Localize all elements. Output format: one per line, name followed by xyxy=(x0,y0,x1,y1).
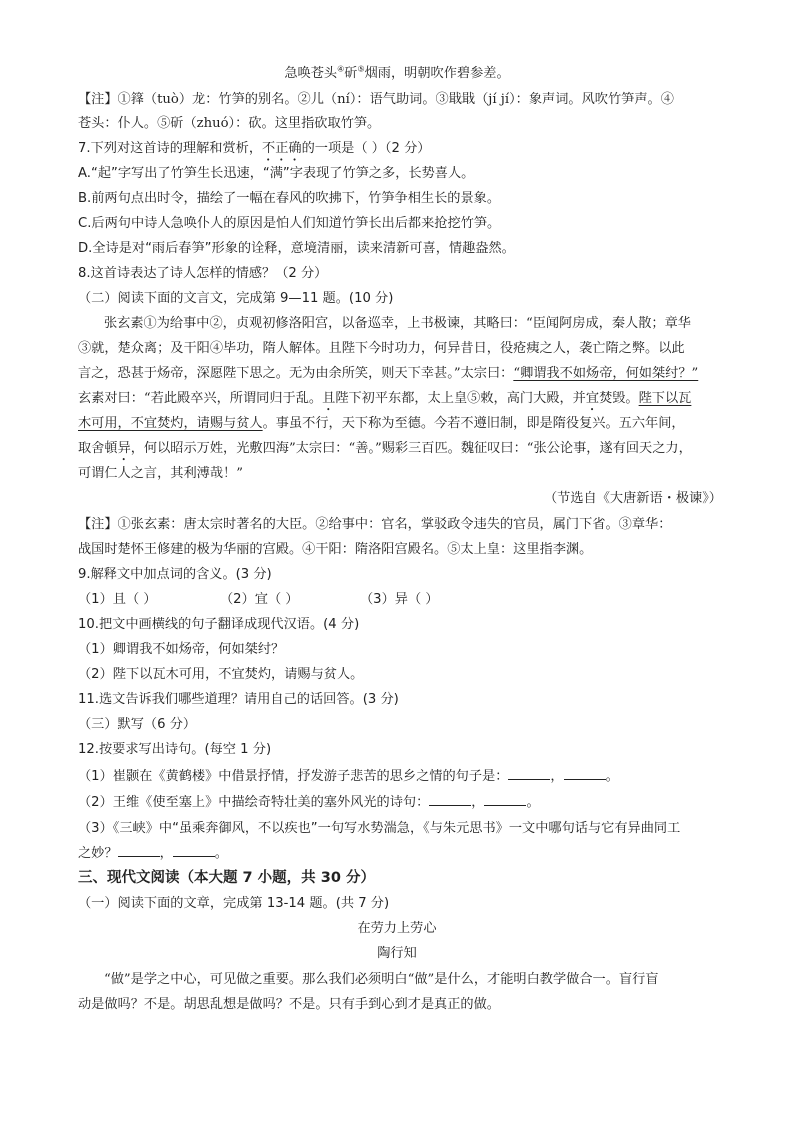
passage-line-5 xyxy=(78,411,685,436)
punctuation: 。 xyxy=(214,846,228,861)
passage-text: 言之，恐甚于炀帝，深愿陛下思之。无为由余所笑，则天下幸甚。”太宗曰： xyxy=(78,366,514,381)
poem-note-line-2: 苍头：仆人。⑤斫（zhuó）：砍。这里指砍取竹笋。 xyxy=(78,116,381,131)
underlined-sentence-2-cont: 木可用，不宜焚灼，请赐与贫人 xyxy=(78,416,263,431)
passage-text: 玄素对曰：“若此殿卒兴，所谓同归于乱。 xyxy=(78,391,323,406)
underlined-sentence-1: “卿谓我不如炀帝，何如桀纣？” xyxy=(513,366,699,381)
q10-sentence-2: （2）陛下以瓦木可用，不宜焚灼，请赐与贫人。 xyxy=(78,667,364,682)
q12-item-1 xyxy=(78,764,619,789)
article-title: 在劳力上劳心 xyxy=(357,921,437,936)
punctuation: 。 xyxy=(526,795,540,810)
punctuation: ， xyxy=(471,795,485,810)
question-11: 11.选文告诉我们哪些道理？请用自己的话回答。(3 分) xyxy=(78,692,399,707)
part-3-subheading: （一）阅读下面的文章，完成第 13-14 题。(共 7 分) xyxy=(78,896,390,911)
q7-option-d: D.全诗是对“雨后春笋”形象的诠释，意境清丽，读来清新可喜，情趣盎然。 xyxy=(78,241,515,256)
passage-line-2: ③就，楚众离；及干阳④毕功，隋人解体。且陛下今时功力，何异昔日，役疮痍之人，袭亡隋之弊。以此 xyxy=(78,341,685,356)
underlined-sentence-2: 陛下以瓦 xyxy=(638,391,692,406)
question-9-stem: 9.解释文中加点词的含义。(3 分) xyxy=(78,567,272,582)
q12-item-text: （2）王维《使至塞上》中描绘奇特壮美的塞外风光的诗句： xyxy=(78,795,430,810)
answer-blank[interactable] xyxy=(118,842,160,857)
poem-text: 烟雨，明朝吹作碧参差。 xyxy=(364,66,510,81)
article-paragraph-line-2: 动是做吗？不是。胡思乱想是做吗？不是。只有手到心到才是真正的做。 xyxy=(78,997,500,1012)
q7-emphasis: 不正确 xyxy=(262,141,302,156)
passage-text: 陛下初平东都，太上皇⑤敕，高门大殿，并 xyxy=(335,391,586,406)
passage-text: 。事虽不行，天下称为至德。今若不遵旧制，即是隋役复兴。五六年间， xyxy=(262,416,685,431)
q12-item-text: （1）崔颢在《黄鹤楼》中借景抒情，抒发游子悲苦的思乡之情的句子是： xyxy=(78,769,509,784)
part-3-heading: 三、现代文阅读（本大题 7 小题，共 30 分） xyxy=(78,870,375,886)
question-10-stem: 10.把文中画横线的句子翻译成现代汉语。(4 分) xyxy=(78,617,360,632)
q9-item-3: （3）异（ ） xyxy=(360,592,439,607)
q9-item-2: （2）宜（ ） xyxy=(220,592,299,607)
poem-last-line xyxy=(0,61,794,86)
article-paragraph-line-1: “做”是学之中心，可见做之重要。那么我们必须明白“做”是什么，才能明白教学做合一。盲行盲 xyxy=(104,972,659,987)
answer-blank[interactable] xyxy=(484,791,526,806)
dotted-word-yi: 宜 xyxy=(585,391,600,406)
poem-note-line-1: 【注】①箨（tuò）龙：竹笋的别名。②儿（ní）：语气助词。③戢戢（jí jí）：象声词。风吹竹笋声。④ xyxy=(78,92,674,107)
passage-text: 焚毁。 xyxy=(599,391,639,406)
punctuation: 。 xyxy=(605,769,619,784)
answer-blank[interactable] xyxy=(564,765,606,780)
q7-stem-text: 7.下列对这首诗的理解和赏析， xyxy=(78,141,263,156)
poem-text: 急唤苍头 xyxy=(284,66,338,81)
q7-option-a: A.“起”字写出了竹笋生长迅速，“满”字表现了竹笋之多，长势喜人。 xyxy=(78,166,475,181)
answer-blank[interactable] xyxy=(429,791,471,806)
passage-text: ，何以昭示万姓，光敷四海”太宗曰：“善。”赐彩三百匹。魏征叹曰：“张公论事，遂有回天之力， xyxy=(130,441,692,456)
q7-stem-text: 的一项是（ ）（2 分） xyxy=(301,141,431,156)
section-2-heading: （二）阅读下面的文言文，完成第 9—11 题。(10 分) xyxy=(78,291,394,306)
dotted-word-yi-diff: 异 xyxy=(117,441,131,456)
passage-note-line-2: 战国时楚怀王修建的极为华丽的宫殿。④干阳：隋洛阳宫殿名。⑤太上皇：这里指李渊。 xyxy=(78,542,593,557)
passage-note-line-1: 【注】①张玄素：唐太宗时著名的大臣。②给事中：官名，掌驳政令违失的官员，属门下省。③章华： xyxy=(78,517,672,532)
passage-line-6 xyxy=(78,436,692,464)
question-12-stem: 12.按要求写出诗句。(每空 1 分) xyxy=(78,742,272,757)
q12-item-2 xyxy=(78,790,540,815)
note-marker: ④ xyxy=(337,64,345,74)
question-8: 8.这首诗表达了诗人怎样的情感？（2 分） xyxy=(78,266,328,281)
poem-text: 斫 xyxy=(344,66,358,81)
q12-item-text: 之妙？ xyxy=(78,846,118,861)
passage-line-3 xyxy=(78,361,698,386)
answer-blank[interactable] xyxy=(508,765,550,780)
note-marker: ⑤ xyxy=(357,64,365,74)
answer-blank[interactable] xyxy=(173,842,215,857)
passage-line-4 xyxy=(78,386,691,414)
q12-item-3: （3）《三峡》中“虽乘奔御风，不以疾也”一句写水势湍急，《与朱元思书》一文中哪句话与它有异曲同工 xyxy=(78,821,681,836)
passage-source: （节选自《大唐新语・极谏》） xyxy=(543,491,722,506)
q12-item-3-cont xyxy=(78,841,228,866)
passage-text: 取舍頓 xyxy=(78,441,118,456)
section-3-heading: （三）默写（6 分） xyxy=(78,717,197,732)
q10-sentence-1: （1）卿谓我不如炀帝，何如桀纣？ xyxy=(78,642,285,657)
punctuation: ， xyxy=(159,846,173,861)
dotted-word-qie: 且 xyxy=(322,391,336,406)
passage-line-7: 可谓仁人之言，其利溥哉！” xyxy=(78,466,243,481)
punctuation: ， xyxy=(550,769,564,784)
q7-option-b: B.前两句点出时令，描绘了一幅在春风的吹拂下，竹笋争相生长的景象。 xyxy=(78,191,501,206)
q7-option-c: C.后两句中诗人急唤仆人的原因是怕人们知道竹笋长出后都来抢挖竹笋。 xyxy=(78,216,501,231)
article-author: 陶行知 xyxy=(377,946,417,961)
passage-line-1: 张玄素①为给事中②，贞观初修洛阳宫，以备巡幸，上书极谏，其略曰：“臣闻阿房成，秦人散；章华 xyxy=(104,316,691,331)
question-7-stem xyxy=(78,136,430,164)
q9-item-1: （1）且（ ） xyxy=(78,592,157,607)
